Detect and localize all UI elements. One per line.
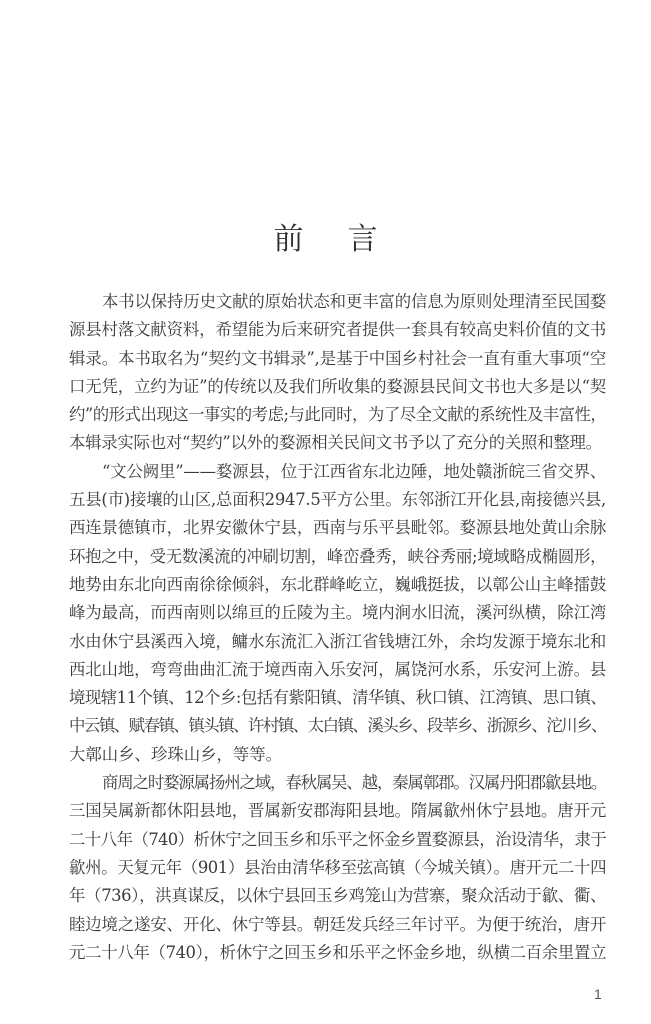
text-line: 源县村落文献资料，希望能为后来研究者提供一套具有较高史料价值的文书 bbox=[69, 320, 606, 340]
text-line: 歙州。天复元年（901）县治由清华移至弦高镇（今城关镇）。唐开元二十四 bbox=[69, 857, 606, 877]
text-line: 年（736），洪真谋反，以休宁县回玉乡鸡笼山为营寨，聚众活动于歙、衢、 bbox=[69, 886, 606, 906]
text-line: 睦边境之遂安、开化、休宁等县。朝廷发兵经三年讨平。为便于统治，唐开 bbox=[69, 914, 606, 934]
text-line: 三国吴属新都休阳县地，晋属新安郡海阳县地。隋属歙州休宁县地。唐开元 bbox=[69, 801, 606, 821]
text-line: 二十八年（740）析休宁之回玉乡和乐平之怀金乡置婺源县，治设清华，隶于 bbox=[69, 829, 606, 849]
paragraph bbox=[69, 769, 606, 967]
text-line: 约”的形式出现这一事实的考虑;与此同时，为了尽全文献的系统性及丰富性， bbox=[69, 405, 607, 425]
text-line: 商周之时婺源属扬州之域，春秋属吴、越，秦属鄣郡。汉属丹阳郡歙县地。 bbox=[102, 773, 606, 793]
text-line: 五县(市)接壤的山区,总面积2947.5平方公里。东邻浙江开化县,南接德兴县, bbox=[69, 490, 606, 510]
text-line: 境现辖11个镇、12个乡:包括有紫阳镇、清华镇、秋口镇、江湾镇、思口镇、 bbox=[69, 688, 607, 708]
paragraph bbox=[69, 458, 606, 769]
text-line: 本辑录实际也对“契约”以外的婺源相关民间文书予以了充分的关照和整理。 bbox=[69, 433, 602, 453]
paragraph bbox=[69, 288, 606, 458]
page-number: 1 bbox=[594, 986, 602, 1002]
text-line: 元二十八年（740），析休宁之回玉乡和乐平之怀金乡地，纵横二百余里置立 bbox=[69, 942, 606, 962]
text-line: “文公阙里”——婺源县，位于江西省东北边陲，地处赣浙皖三省交界、 bbox=[102, 461, 606, 481]
page-title: 前言 bbox=[273, 222, 422, 257]
text-line: 峰为最高，而西南则以绵亘的丘陵为主。境内涧水旧流，溪河纵横，除江湾 bbox=[69, 603, 606, 623]
text-line: 大鄣山乡、珍珠山乡，等等。 bbox=[69, 744, 283, 764]
text-line: 西北山地，弯弯曲曲汇流于境西南入乐安河，属饶河水系，乐安河上游。县 bbox=[69, 659, 606, 679]
preface-body bbox=[69, 288, 606, 967]
text-line: 辑录。本书取名为“契约文书辑录”,是基于中国乡村社会一直有重大事项“空 bbox=[69, 348, 606, 368]
text-line: 水由休宁县溪西入境，鳙水东流汇入浙江省钱塘江外，余均发源于境东北和 bbox=[69, 631, 606, 651]
text-line: 本书以保持历史文献的原始状态和更丰富的信息为原则处理清至民国婺 bbox=[102, 292, 606, 311]
text-line: 西连景德镇市，北界安徽休宁县，西南与乐平县毗邻。婺源县地处黄山余脉 bbox=[69, 518, 606, 538]
text-line: 口无凭，立约为证”的传统以及我们所收集的婺源县民间文书也大多是以“契 bbox=[69, 376, 606, 396]
text-line: 地势由东北向西南徐徐倾斜，东北群峰屹立，巍峨挺拔，以鄣公山主峰擂鼓 bbox=[69, 574, 606, 594]
text-line: 中云镇、赋春镇、镇头镇、许村镇、太白镇、溪头乡、段莘乡、浙源乡、沱川乡、 bbox=[69, 716, 606, 736]
text-line: 环抱之中，受无数溪流的冲刷切割，峰峦叠秀，峡谷秀丽;境域略成椭圆形， bbox=[69, 546, 606, 566]
